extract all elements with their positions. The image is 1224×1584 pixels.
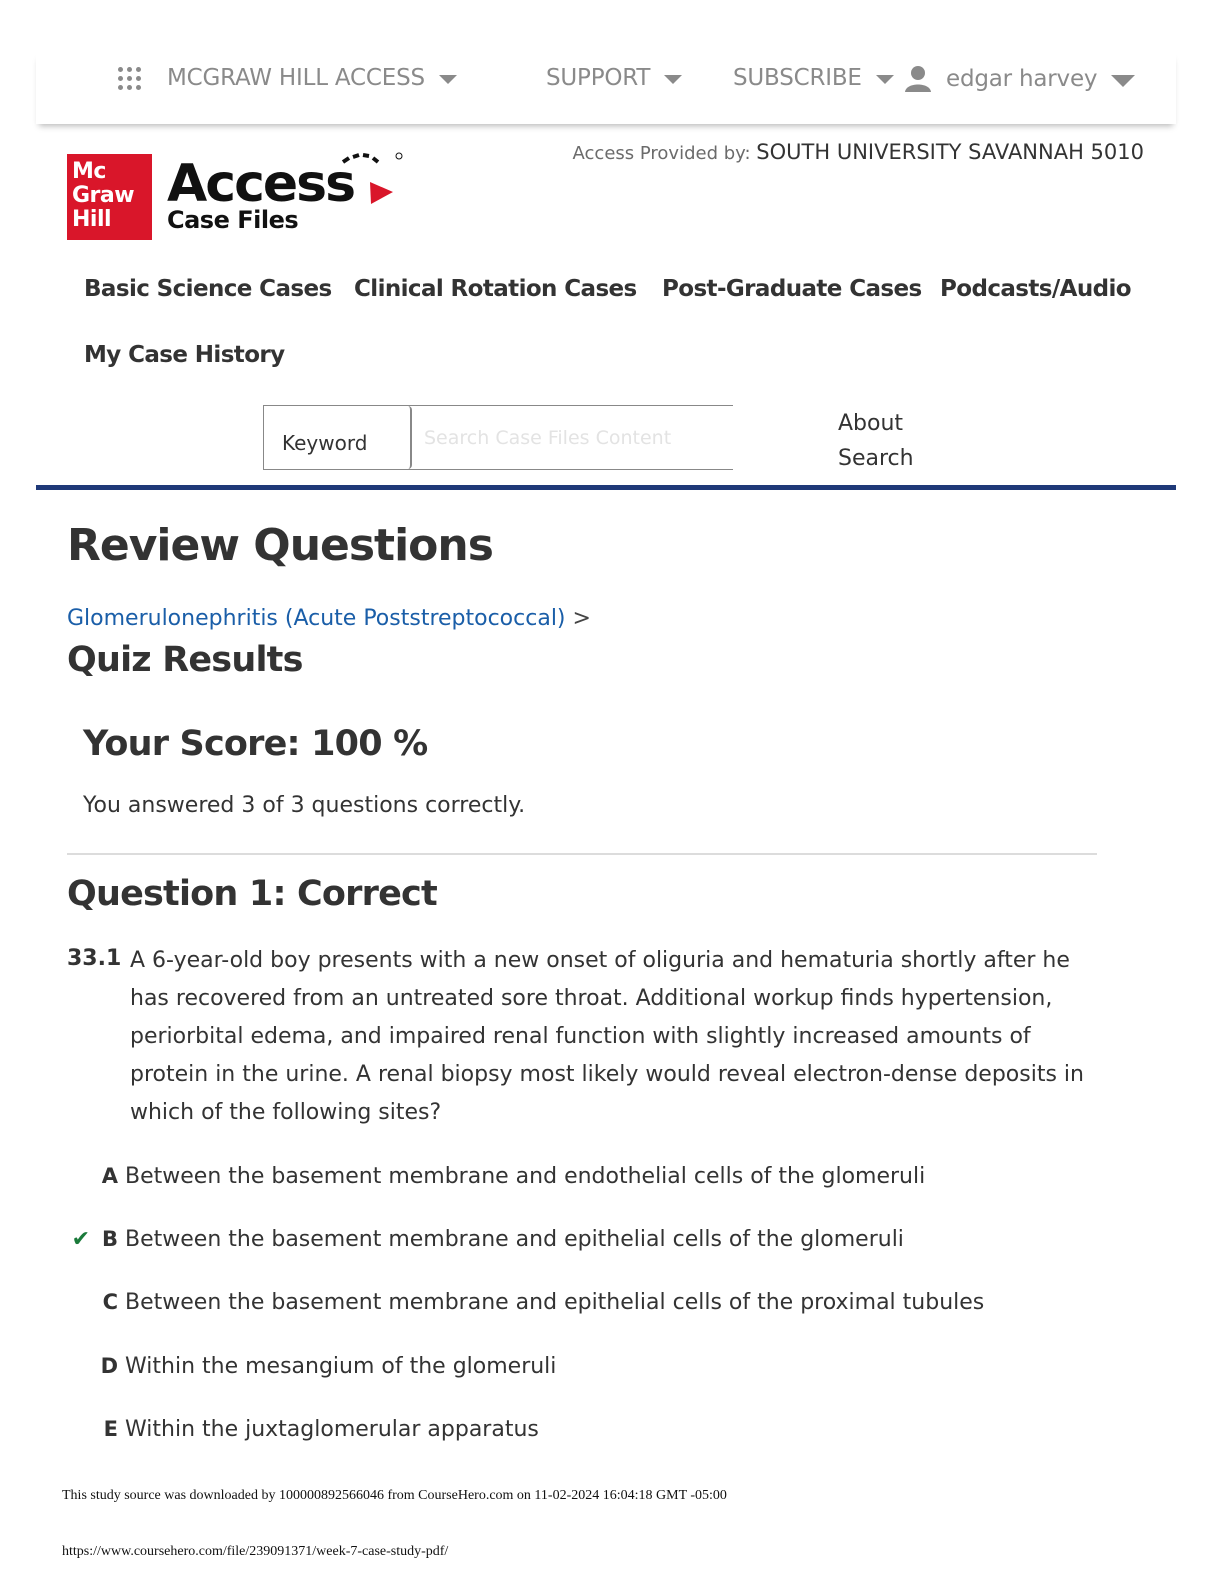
nav-post-graduate-cases[interactable]: Post-Graduate Cases bbox=[662, 276, 922, 302]
question-text: A 6-year-old boy presents with a new onset of oliguria and hematuria shortly after he has recovered from an untreated sore throat. Additional workup finds hypertension, periorbital edema, and impaired renal function with slightly increased amounts of protein in the urine. A renal biopsy most likely would reveal electron-dense deposits in which of the following sites? bbox=[130, 948, 1084, 1125]
quiz-results-title: Quiz Results bbox=[67, 640, 303, 680]
chevron-down-icon bbox=[1111, 75, 1135, 87]
logo-mh-line-3: Hill bbox=[72, 207, 112, 232]
answer-option-d[interactable] bbox=[62, 1346, 556, 1386]
option-text: Between the basement membrane and epithelial cells of the glomeruli bbox=[125, 1226, 904, 1252]
utility-bar bbox=[36, 52, 1176, 124]
source-url[interactable]: https://www.coursehero.com/file/239091371/week-7-case-study-pdf/ bbox=[62, 1544, 449, 1559]
access-case-files-logo[interactable] bbox=[167, 156, 354, 232]
answer-option-c[interactable] bbox=[62, 1282, 984, 1322]
download-note: This study source was downloaded by 100000892566046 from CourseHero.com on 11-02-2024 16:04:18 GMT -05:00 bbox=[62, 1488, 727, 1503]
question-title: Question 1: Correct bbox=[67, 874, 437, 914]
option-letter: E bbox=[103, 1417, 118, 1441]
apps-menu-label: MCGRAW HILL ACCESS bbox=[167, 65, 425, 91]
section-divider bbox=[67, 853, 1097, 855]
option-letter: C bbox=[102, 1290, 118, 1314]
support-menu-label: SUPPORT bbox=[546, 65, 651, 91]
breadcrumb bbox=[67, 606, 591, 631]
subscribe-menu[interactable] bbox=[733, 65, 894, 91]
institution-name: SOUTH UNIVERSITY SAVANNAH 5010 bbox=[756, 140, 1144, 164]
question-number: 33.1 bbox=[67, 946, 122, 971]
user-name: edgar harvey bbox=[946, 66, 1098, 92]
nav-clinical-rotation-cases[interactable]: Clinical Rotation Cases bbox=[354, 276, 637, 302]
logo-case-files: Case Files bbox=[167, 206, 299, 234]
nav-basic-science-cases[interactable]: Basic Science Cases bbox=[84, 276, 332, 302]
nav-my-case-history[interactable]: My Case History bbox=[84, 342, 285, 368]
option-text: Between the basement membrane and epithelial cells of the proximal tubules bbox=[125, 1289, 985, 1315]
page-title: Review Questions bbox=[67, 520, 493, 571]
option-text: Within the mesangium of the glomeruli bbox=[125, 1353, 557, 1379]
user-icon bbox=[904, 65, 932, 93]
user-menu[interactable] bbox=[904, 65, 1135, 93]
breadcrumb-case-link[interactable]: Glomerulonephritis (Acute Poststreptococcal) bbox=[67, 606, 566, 631]
logo-access-word: Access bbox=[167, 154, 355, 214]
access-provided-label: Access Provided by: bbox=[572, 143, 751, 164]
apps-menu[interactable] bbox=[118, 65, 457, 91]
score-heading: Your Score: 100 % bbox=[83, 724, 428, 764]
mcgraw-hill-logo[interactable] bbox=[67, 154, 152, 240]
header-divider bbox=[36, 485, 1176, 490]
option-letter: A bbox=[101, 1164, 118, 1188]
search-scope-select[interactable]: Keyword bbox=[264, 406, 412, 469]
subscribe-menu-label: SUBSCRIBE bbox=[733, 65, 862, 91]
support-menu[interactable] bbox=[546, 65, 682, 91]
option-text: Within the juxtaglomerular apparatus bbox=[125, 1416, 539, 1442]
access-provided bbox=[573, 140, 1144, 164]
correct-check-icon: ✔ bbox=[71, 1226, 90, 1252]
logo-mh-line-1: Mc bbox=[72, 159, 106, 184]
answer-option-b[interactable] bbox=[62, 1219, 904, 1259]
score-summary: You answered 3 of 3 questions correctly. bbox=[83, 793, 526, 818]
chevron-down-icon bbox=[439, 75, 457, 84]
option-letter: B bbox=[101, 1227, 118, 1251]
search-bar bbox=[263, 405, 733, 470]
answer-option-a[interactable] bbox=[62, 1156, 925, 1196]
search-input[interactable] bbox=[414, 406, 732, 469]
apps-grid-icon bbox=[118, 67, 141, 90]
nav-podcasts-audio[interactable]: Podcasts/Audio bbox=[940, 276, 1131, 302]
chevron-down-icon bbox=[664, 75, 682, 84]
option-letter: D bbox=[100, 1354, 118, 1378]
logo-mh-line-2: Graw bbox=[72, 183, 135, 208]
option-text: Between the basement membrane and endothelial cells of the glomeruli bbox=[125, 1163, 926, 1189]
answer-option-e[interactable] bbox=[62, 1409, 539, 1449]
breadcrumb-separator: > bbox=[572, 606, 591, 631]
chevron-down-icon bbox=[876, 75, 894, 84]
about-search-link[interactable]: About Search bbox=[838, 411, 914, 471]
logo-arrow-icon bbox=[335, 152, 405, 212]
